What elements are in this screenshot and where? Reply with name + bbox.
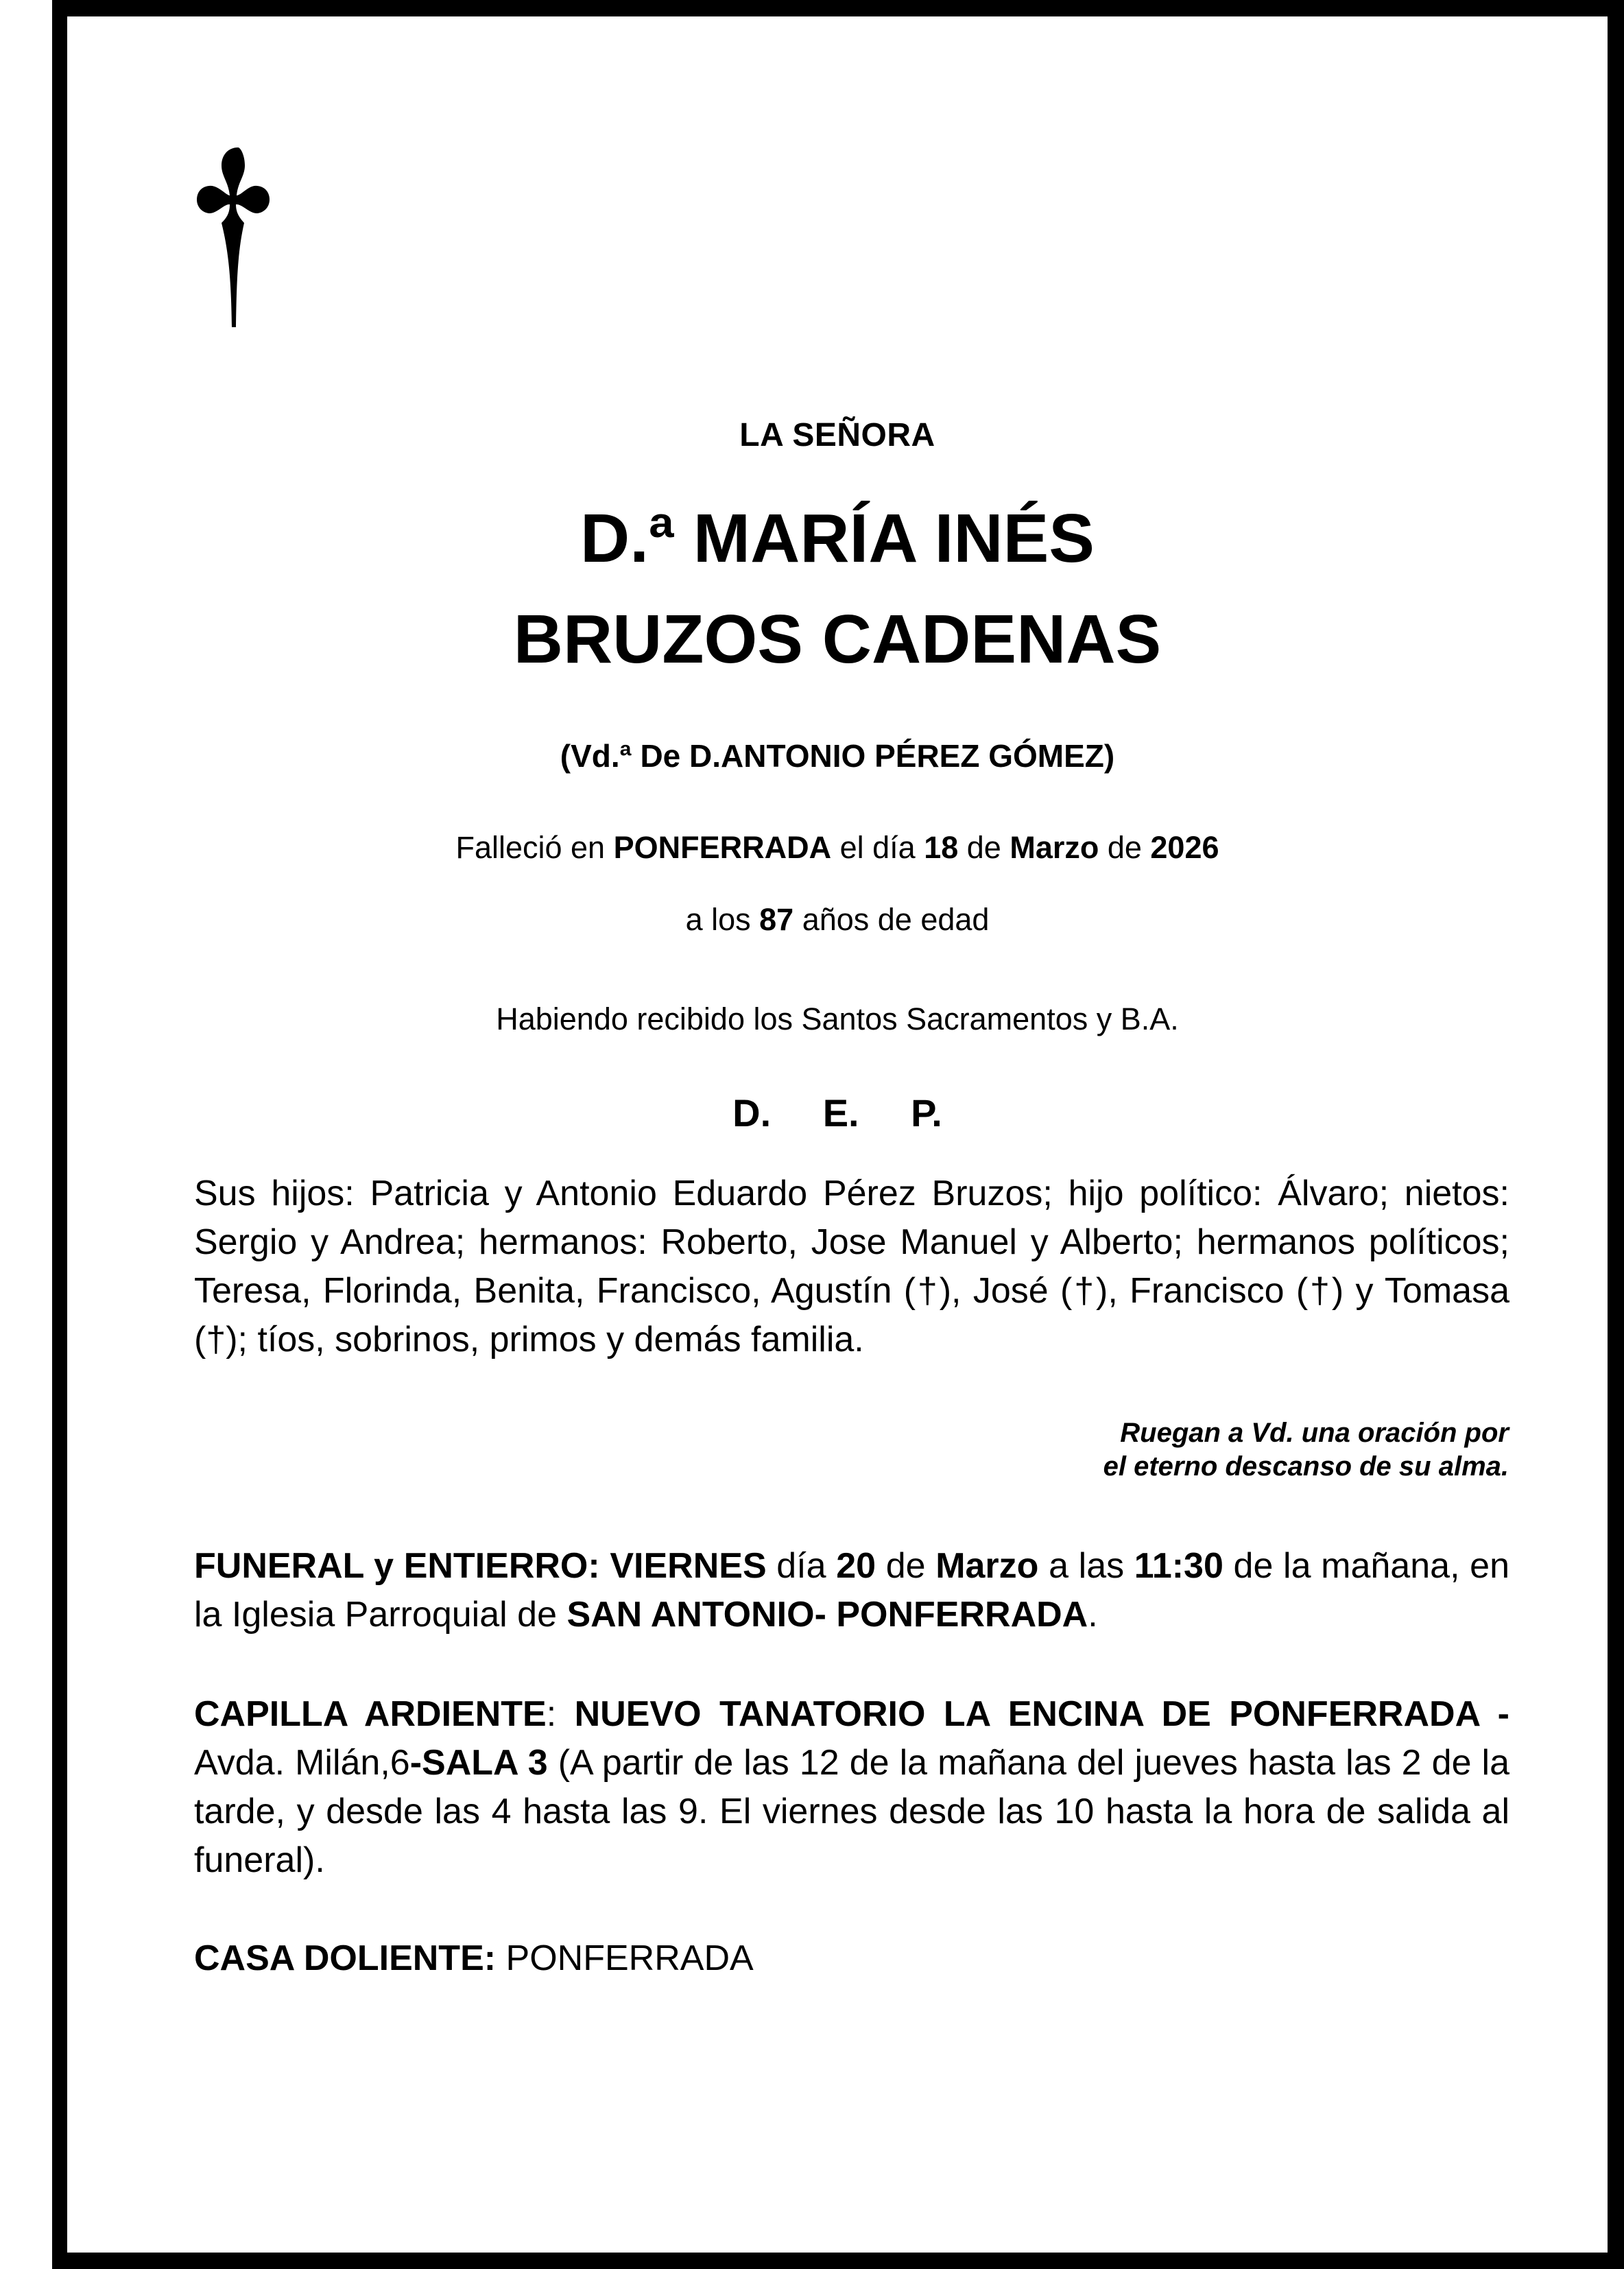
death-text: el día bbox=[831, 830, 924, 865]
funeral-day: 20 bbox=[836, 1546, 876, 1586]
chapel-room: -SALA 3 bbox=[409, 1743, 548, 1783]
funeral-text: . bbox=[1088, 1595, 1098, 1635]
death-text: de bbox=[958, 830, 1010, 865]
prayer-line: Ruegan a Vd. una oración por bbox=[1120, 1418, 1509, 1448]
funeral-month: Marzo bbox=[935, 1546, 1039, 1586]
chapel-text: : bbox=[546, 1694, 575, 1734]
death-day: 18 bbox=[924, 830, 959, 865]
age-statement bbox=[67, 902, 1608, 938]
funeral-info bbox=[194, 1542, 1509, 1639]
mourning-house bbox=[194, 1934, 1509, 1983]
funeral-label: FUNERAL y ENTIERRO: VIERNES bbox=[194, 1546, 767, 1586]
family-list: Sus hijos: Patricia y Antonio Eduardo Pérez Bruzos; hijo político: Álvaro; nietos: Sergio y Andrea; hermanos: Roberto, Jose Manuel y Alberto; hermanos políticos; Teresa, Florinda, Benita, Francisco, Agustín (†), José (†), Francisco (†) y Tomasa (†); tíos, sobrinos, primos y demás familia. bbox=[194, 1174, 1509, 1359]
cross-icon bbox=[197, 147, 279, 327]
funeral-text: de la mañana, en la Iglesia Parroquial de bbox=[194, 1546, 1510, 1635]
sacraments-statement: Habiendo recibido los Santos Sacramentos y B.A. bbox=[496, 1001, 1179, 1036]
death-year: 2026 bbox=[1150, 830, 1219, 865]
death-month: Marzo bbox=[1010, 830, 1099, 865]
chapel-hours: (A partir de las 12 de la mañana del jueves hasta las 2 de la tarde, y desde las 4 hasta las 9. El viernes desde las 10 hasta la hora de salida al funeral). bbox=[194, 1743, 1510, 1880]
death-place: PONFERRADA bbox=[613, 830, 832, 865]
chapel-venue: NUEVO TANATORIO LA ENCINA DE PONFERRADA - bbox=[574, 1694, 1509, 1734]
death-text: Falleció en bbox=[455, 830, 614, 865]
funeral-text: de bbox=[876, 1546, 936, 1586]
chapel-info bbox=[194, 1690, 1509, 1885]
age-value: 87 bbox=[759, 902, 794, 937]
title-prefix: LA SEÑORA bbox=[739, 417, 935, 453]
mourning-house-value: PONFERRADA bbox=[496, 1938, 754, 1978]
prayer-line: el eterno descanso de su alma. bbox=[1103, 1451, 1509, 1482]
age-text: años de edad bbox=[793, 902, 990, 937]
chapel-label: CAPILLA ARDIENTE bbox=[194, 1694, 547, 1734]
prayer-request bbox=[892, 1416, 1509, 1484]
funeral-time: 11:30 bbox=[1134, 1546, 1223, 1586]
funeral-text: día bbox=[766, 1546, 837, 1586]
death-statement bbox=[67, 830, 1608, 866]
mourning-house-label: CASA DOLIENTE: bbox=[194, 1938, 497, 1978]
deceased-name-line1: D.ª MARÍA INÉS bbox=[580, 500, 1095, 577]
chapel-address: Avda. Milán,6 bbox=[194, 1743, 410, 1783]
funeral-text: a las bbox=[1038, 1546, 1134, 1586]
deceased-name-line2: BRUZOS CADENAS bbox=[513, 601, 1162, 678]
rip-abbreviation: D. E. P. bbox=[732, 1091, 942, 1134]
age-text: a los bbox=[685, 902, 760, 937]
death-text: de bbox=[1099, 830, 1151, 865]
widow-of: (Vd.ª De D.ANTONIO PÉREZ GÓMEZ) bbox=[560, 738, 1115, 774]
funeral-church: SAN ANTONIO- PONFERRADA bbox=[566, 1595, 1088, 1635]
